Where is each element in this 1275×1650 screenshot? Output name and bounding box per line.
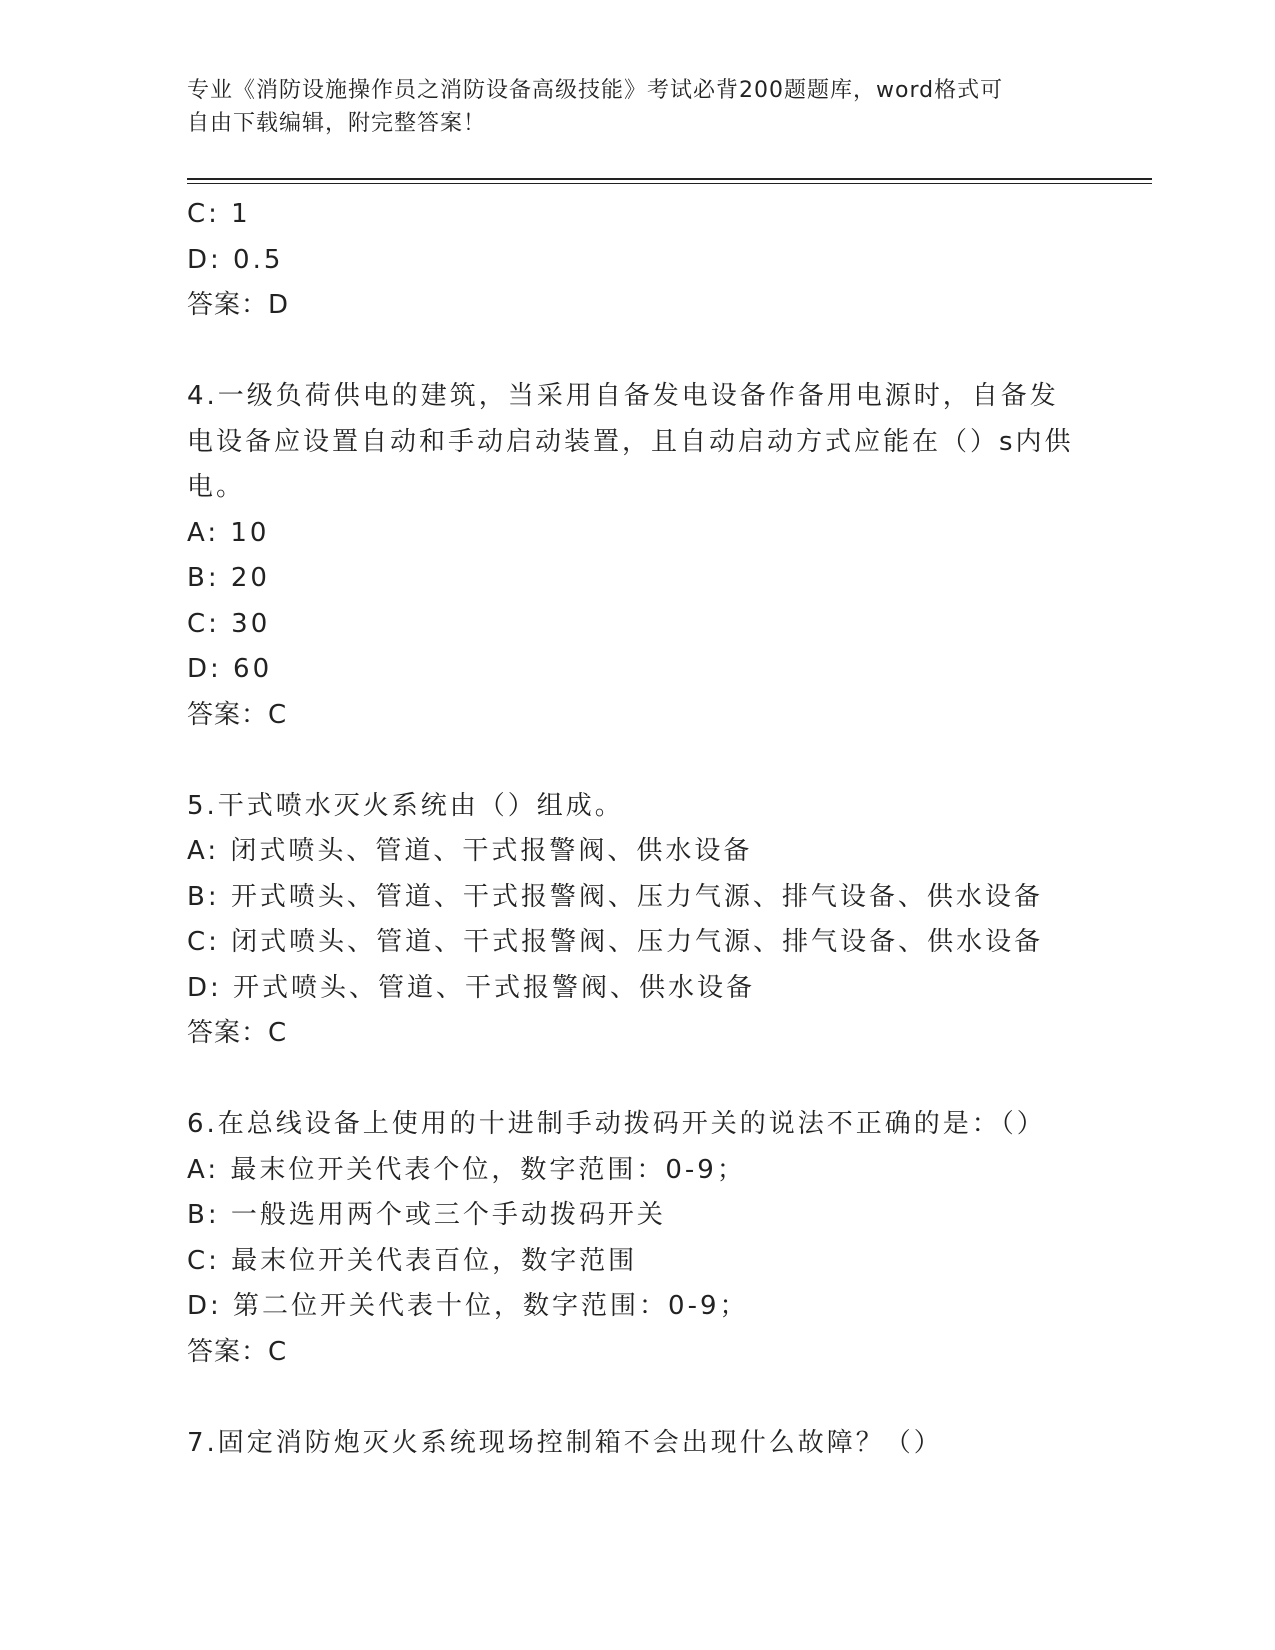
q6-stem: 6.在总线设备上使用的十进制手动拨码开关的说法不正确的是：（） xyxy=(187,1109,1046,1139)
q4-stem-line-2: 电设备应设置自动和手动启动装置，且自动启动方式应能在（）s内供 xyxy=(187,426,1074,457)
header-divider-thick xyxy=(187,178,1152,180)
header-divider-thin xyxy=(187,183,1152,184)
spacer xyxy=(187,1375,1147,1421)
q6-option-b: B: 一般选用两个或三个手动拨码开关 xyxy=(187,1200,666,1230)
q3-option-c: C: 1 xyxy=(187,199,251,229)
q4-option-a: A: 10 xyxy=(187,517,270,548)
q6-option-c: C: 最末位开关代表百位，数字范围 xyxy=(187,1245,638,1276)
document-header xyxy=(187,74,1087,140)
q6-option-a: A: 最末位开关代表个位，数字范围：0-9； xyxy=(187,1154,746,1185)
q5-option-a: A: 闭式喷头、管道、干式报警阀、供水设备 xyxy=(187,836,753,866)
spacer xyxy=(187,329,1147,375)
spacer xyxy=(187,1057,1147,1103)
q4-stem-line-1: 4.一级负荷供电的建筑，当采用自备发电设备作备用电源时，自备发 xyxy=(187,381,1059,411)
question-5 xyxy=(187,784,1147,1057)
spacer xyxy=(187,738,1147,784)
q3-answer: 答案：D xyxy=(187,290,290,320)
q4-option-c: C: 30 xyxy=(187,608,271,639)
q5-stem: 5.干式喷水灭火系统由（）组成。 xyxy=(187,790,624,821)
q6-answer: 答案：C xyxy=(187,1336,288,1367)
question-4 xyxy=(187,374,1147,738)
q4-answer: 答案：C xyxy=(187,699,288,730)
header-line-2: 自由下载编辑，附完整答案！ xyxy=(187,111,487,136)
question-3 xyxy=(187,192,1147,329)
question-list xyxy=(187,192,1147,1466)
q7-stem: 7.固定消防炮灭火系统现场控制箱不会出现什么故障？（） xyxy=(187,1427,943,1458)
question-6 xyxy=(187,1102,1147,1375)
q6-option-d: D: 第二位开关代表十位，数字范围：0-9； xyxy=(187,1291,749,1321)
q4-option-d: D: 60 xyxy=(187,654,273,684)
q4-option-b: B: 20 xyxy=(187,563,270,593)
q5-option-b: B: 开式喷头、管道、干式报警阀、压力气源、排气设备、供水设备 xyxy=(187,881,1043,912)
q5-option-c: C: 闭式喷头、管道、干式报警阀、压力气源、排气设备、供水设备 xyxy=(187,927,1044,957)
header-line-1: 专业《消防设施操作员之消防设备高级技能》考试必背200题题库，word格式可 xyxy=(187,78,1004,103)
q4-stem-line-3: 电。 xyxy=(187,472,246,502)
q5-answer: 答案：C xyxy=(187,1018,288,1048)
q5-option-d: D: 开式喷头、管道、干式报警阀、供水设备 xyxy=(187,972,756,1003)
q3-option-d: D: 0.5 xyxy=(187,244,284,275)
question-7 xyxy=(187,1421,1147,1467)
